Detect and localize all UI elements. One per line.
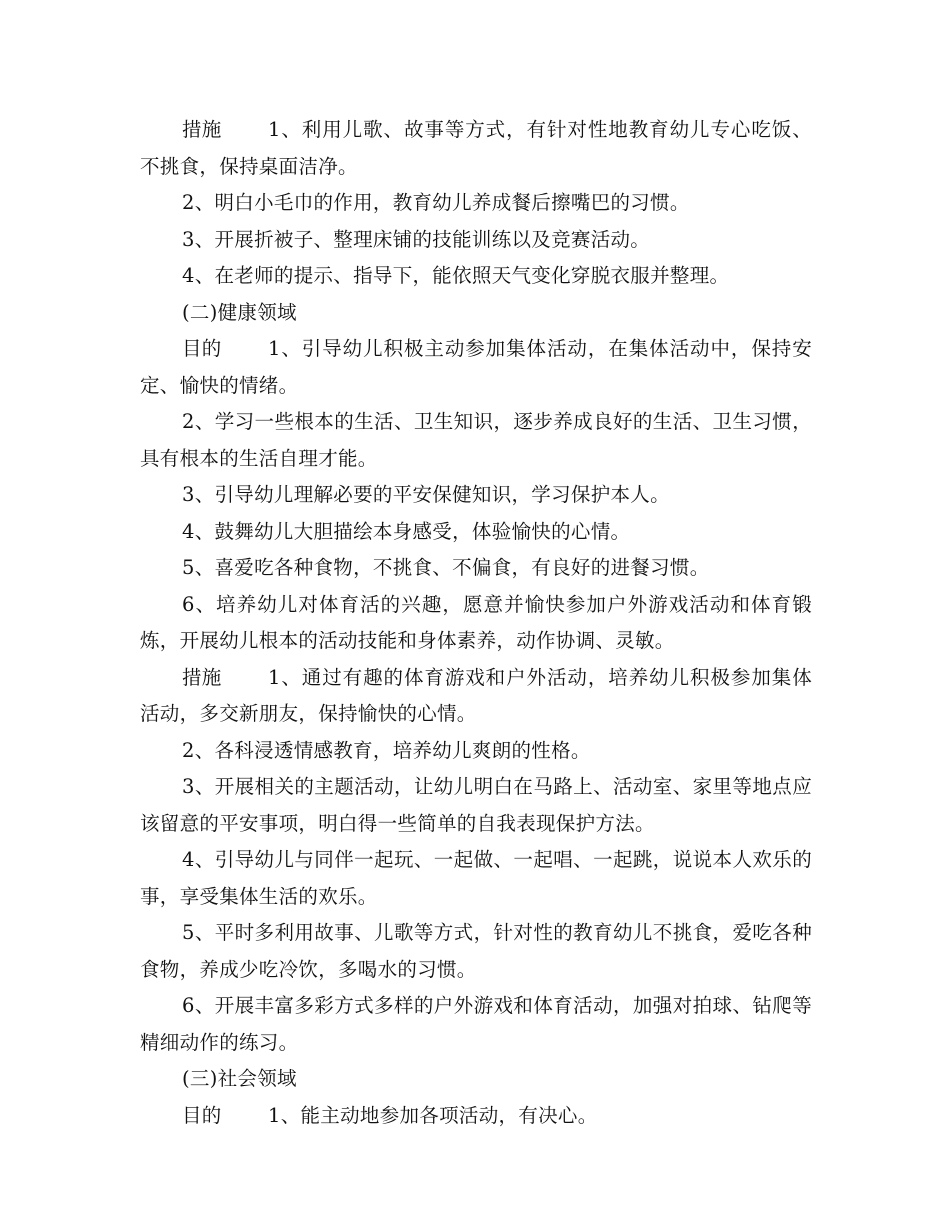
paragraph-item bbox=[140, 988, 812, 1061]
paragraph-lead: 措施 bbox=[182, 118, 222, 141]
paragraph-item bbox=[140, 222, 812, 259]
paragraph-item bbox=[140, 477, 812, 514]
paragraph-item bbox=[140, 915, 812, 988]
section-heading-health bbox=[140, 295, 812, 332]
paragraph-text: 6、培养幼儿对体育活的兴趣，愿意并愉快参加户外游戏活动和体育锻炼，开展幼儿根本的活动技能和身体素养，动作协调、灵敏。 bbox=[140, 592, 812, 652]
paragraph-text: 1、引导幼儿积极主动参加集体活动，在集体活动中，保持安定、愉快的情绪。 bbox=[140, 337, 812, 397]
paragraph-text: 4、引导幼儿与同伴一起玩、一起做、一起唱、一起跳，说说本人欢乐的事，享受集体生活的欢乐。 bbox=[140, 848, 812, 908]
paragraph-item bbox=[140, 842, 812, 915]
paragraph-text: 6、开展丰富多彩方式多样的户外游戏和体育活动，加强对拍球、钻爬等精细动作的练习。 bbox=[140, 994, 812, 1054]
paragraph-goals-1 bbox=[140, 331, 812, 404]
section-heading-text: (三)社会领域 bbox=[182, 1067, 297, 1090]
paragraph-text: 1、通过有趣的体育游戏和户外活动，培养幼儿积极参加集体活动，多交新朋友，保持愉快的心情。 bbox=[140, 665, 812, 725]
paragraph-text: 2、明白小毛巾的作用，教育幼儿养成餐后擦嘴巴的习惯。 bbox=[182, 191, 690, 214]
section-heading-text: (二)健康领域 bbox=[182, 300, 297, 324]
paragraph-text: 4、鼓舞幼儿大胆描绘本身感受，体验愉快的心情。 bbox=[182, 519, 631, 543]
paragraph-measures-1 bbox=[140, 112, 812, 185]
paragraph-item bbox=[140, 587, 812, 660]
paragraph-text: 3、开展折被子、整理床铺的技能训练以及竞赛活动。 bbox=[182, 227, 651, 251]
paragraph-item bbox=[140, 404, 812, 477]
paragraph-lead: 目的 bbox=[182, 337, 222, 360]
paragraph-item bbox=[140, 550, 812, 587]
paragraph-text: 1、能主动地参加各项活动，有决心。 bbox=[268, 1103, 598, 1127]
paragraph-text: 5、喜爱吃各种食物，不挑食、不偏食，有良好的进餐习惯。 bbox=[182, 556, 710, 579]
paragraph-item bbox=[140, 733, 812, 770]
paragraph-item bbox=[140, 769, 812, 842]
section-heading-social bbox=[140, 1061, 812, 1098]
paragraph-text: 2、各科浸透情感教育，培养幼儿爽朗的性格。 bbox=[182, 738, 591, 762]
paragraph-item bbox=[140, 185, 812, 222]
paragraph-text: 5、平时多利用故事、儿歌等方式，针对性的教育幼儿不挑食，爱吃各种食物，养成少吃冷饮，多喝水的习惯。 bbox=[140, 921, 812, 981]
paragraph-lead: 措施 bbox=[182, 665, 222, 689]
paragraph-text: 3、开展相关的主题活动，让幼儿明白在马路上、活动室、家里等地点应该留意的平安事项，明白得一些简单的自我表现保护方法。 bbox=[140, 775, 812, 835]
paragraph-lead: 目的 bbox=[182, 1103, 222, 1127]
paragraph-text: 3、引导幼儿理解必要的平安保健知识，学习保护本人。 bbox=[182, 483, 670, 506]
paragraph-measures-2 bbox=[140, 660, 812, 733]
paragraph-text: 4、在老师的提示、指导下，能依照天气变化穿脱衣服并整理。 bbox=[182, 264, 730, 287]
document-page bbox=[140, 112, 812, 1134]
paragraph-text: 2、学习一些根本的生活、卫生知识，逐步养成良好的生活、卫生习惯，具有根本的生活自理才能。 bbox=[140, 410, 812, 470]
paragraph-text: 1、利用儿歌、故事等方式，有针对性地教育幼儿专心吃饭、不挑食，保持桌面洁净。 bbox=[140, 118, 812, 178]
paragraph-goals-2 bbox=[140, 1098, 812, 1135]
paragraph-item bbox=[140, 258, 812, 295]
paragraph-item bbox=[140, 514, 812, 551]
